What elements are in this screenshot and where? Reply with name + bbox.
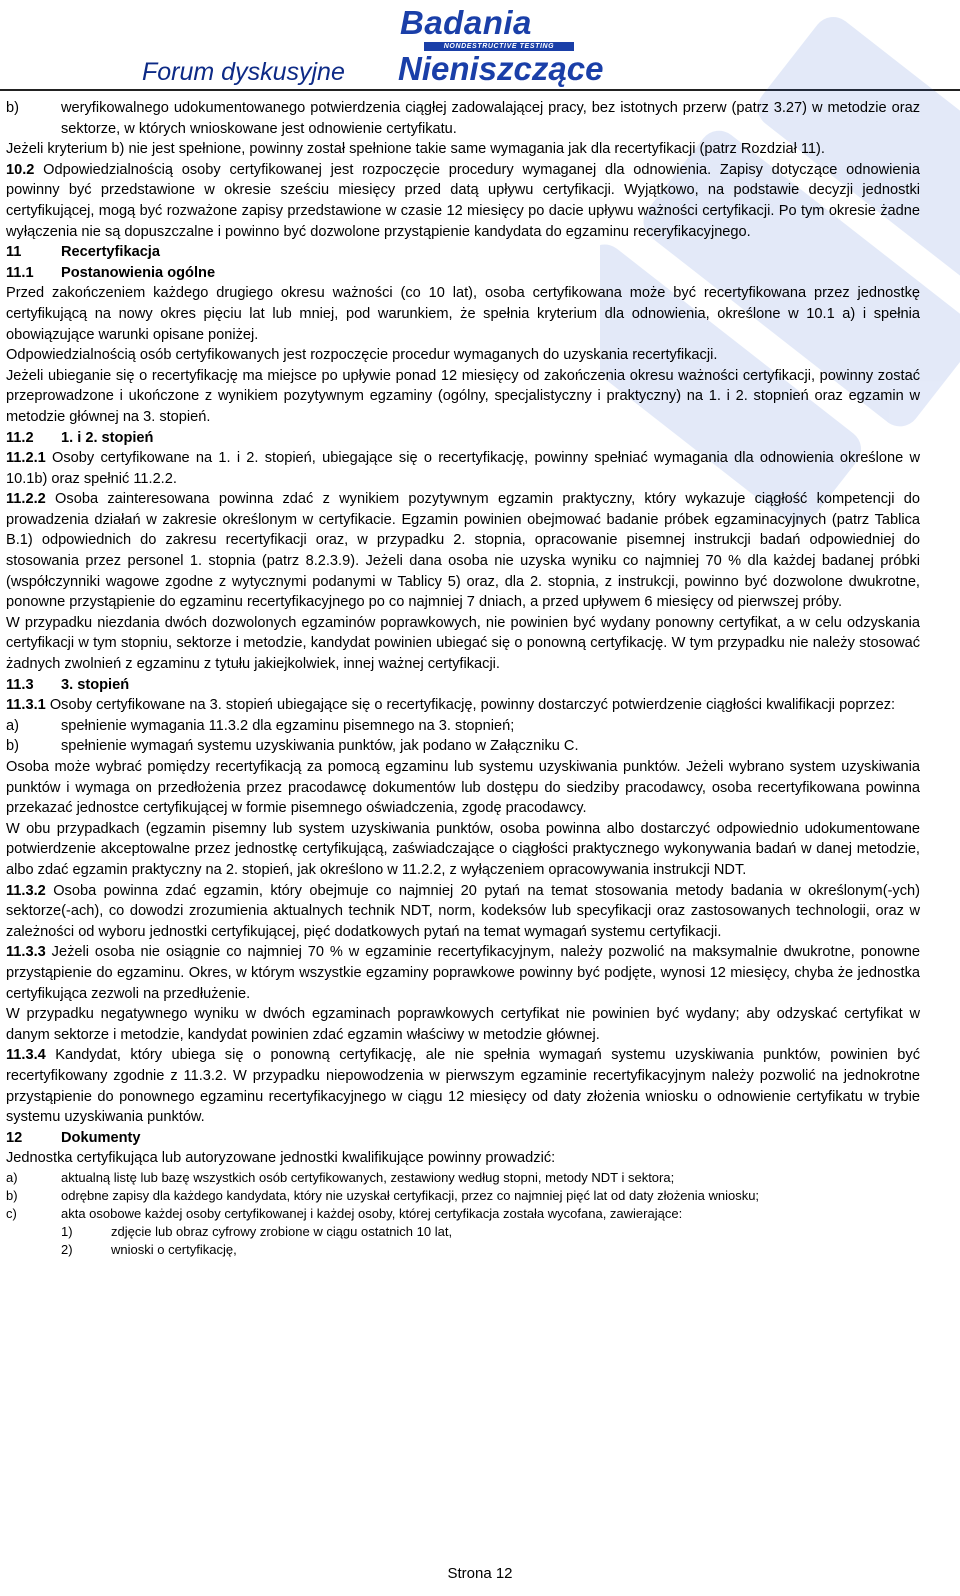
list-item: a) aktualną listę lub bazę wszystkich osób certyfikowanych, zestawiony według stopni, metody NDT i sektora;	[6, 1169, 675, 1185]
paragraph: Przed zakończeniem każdego drugiego okresu ważności (co 10 lat), osoba certyfikowana może być recertyfikowana przez jednostkę certyfikującą na nowy okres pięciu lat lub mniej, pod warunkiem, że spełnia kryterium dla odnowienia, określone w 10.1 a) i spełnia obowiązujące warunki opisane poniżej.	[6, 285, 920, 343]
paragraph: Jeżeli ubieganie się o recertyfikację ma miejsce po upływie ponad 12 miesięcy od zakończenia okresu ważności certyfikacji, powinny zostać przeprowadzone i ukończone z wynikiem pozytywnym egzaminy (ogólny, specjalistyczny i praktyczny) na 1. i 2. stopnień oraz egzamin w metodzie głównej na 3. stopień.	[6, 367, 920, 425]
list-subitem: 1) zdjęcie lub obraz cyfrowy zrobione w ciągu ostatnich 10 lat,	[61, 1223, 453, 1239]
section-heading: 11.1 Postanowienia ogólne	[6, 264, 216, 281]
list-subitem: 2) wnioski o certyfikację,	[61, 1241, 237, 1257]
list-item: b) spełnienie wymagań systemu uzyskiwania punktów, jak podano w Załączniku C.	[6, 738, 579, 755]
list-item: b) odrębne zapisy dla każdego kandydata, który nie uzyskał certyfikacji, przez co najmniej pięć lat od daty złożenia wniosku;	[6, 1187, 760, 1203]
paragraph: W przypadku negatywnego wyniku w dwóch egzaminach poprawkowych certyfikat nie powinien być wydany; aby odzyskać certyfikat w danym sektorze i metodzie, kandydat powinien zdać egzamin właściwy w metodzie głównej.	[6, 1006, 920, 1043]
paragraph: 11.3.1 Osoby certyfikowane na 3. stopień ubiegające się o recertyfikację, powinny dostarczyć potwierdzenie ciągłości kwalifikacji poprzez:	[6, 697, 896, 714]
page-header	[0, 0, 960, 90]
paragraph: Odpowiedzialnością osób certyfikowanych jest rozpoczęcie procedur wymaganych do uzyskania recertyfikacji.	[6, 347, 718, 364]
paragraph: 11.2.1 Osoby certyfikowane na 1. i 2. stopień, ubiegające się o recertyfikację, powinny spełniać wymagania dla odnowienia określone w 10.1b) oraz spełnić 11.2.2.	[6, 450, 920, 487]
paragraph: 10.2 Odpowiedzialnością osoby certyfikowanej jest rozpoczęcie procedury wymaganej dla odnowienia. Zapisy dotyczące odnowienia powinny być przedstawione w okresie sześciu miesięcy przed datą upływu certyfikacji. Wyjątkowo, na podstawie decyzji jednostki certyfikującej, mogą być rozważone zapisy przedstawione w czasie 12 miesięcy po dacie upływu ważności certyfikacji. Po tym okresie żadne wyłączenia nie są dopuszczalne i powinno być dozwolone przystąpienie kandydata do egzaminu receryfikacyjnego.	[6, 161, 920, 240]
section-heading: 12 Dokumenty	[6, 1129, 141, 1146]
badania-nieniszczace-logo[interactable]	[398, 4, 604, 88]
header-divider	[0, 89, 960, 91]
list-item: a) spełnienie wymagania 11.3.2 dla egzaminu pisemnego na 3. stopnień;	[6, 717, 515, 734]
page-number: Strona 12	[447, 1565, 513, 1582]
document-body	[6, 98, 920, 1259]
section-heading: 11 Recertyfikacja	[6, 244, 160, 261]
section-heading: 11.2 1. i 2. stopień	[6, 429, 154, 446]
list-item: b) weryfikowalnego udokumentowanego potwierdzenia ciągłej zadowalającej pracy, bez istotnych przerw (patrz 3.27) w metodzie oraz sektorze, w których wnioskowane jest odnowienie certyfikatu.	[6, 100, 920, 137]
paragraph: W obu przypadkach (egzamin pisemny lub system uzyskiwania punktów, osoba powinna albo dostarczyć odpowiednio udokumentowane potwierdzenie akceptowalne przez jednostkę certyfikującą, zaświadczające o ciągłości praktycznego wykonywania badań w danej metodzie, albo zdać egzamin praktyczny na 2. stopień, jak określono w 11.2.2, z wyłączeniem opracowywania instrukcji NDT.	[6, 820, 920, 878]
logo-word-badania: Badania	[400, 4, 532, 41]
paragraph: 11.3.2 Osoba powinna zdać egzamin, który obejmuje co najmniej 20 pytań na temat stosowania metody badania w określonym(-ych) sektorze(-ach), co dowodzi zrozumienia aktualnych technik NDT, norm, kodeksów lub specyfikacji oraz zastosowanych technologii, oraz w zależności od wyboru jednostki certyfikującej, pięć dodatkowych pytań na temat wymagań systemu certyfikacji.	[6, 882, 920, 940]
list-item: c) akta osobowe każdej osoby certyfikowanej i każdej osoby, której certyfikacja została wycofana, zawierające:	[6, 1205, 683, 1221]
paragraph: Jeżeli kryterium b) nie jest spełnione, powinny został spełnione takie same wymagania jak dla recertyfikacji (patrz Rozdział 11).	[6, 141, 825, 158]
section-heading: 11.3 3. stopień	[6, 676, 130, 693]
paragraph: 11.3.4 Kandydat, który ubiega się o ponowną certyfikację, ale nie spełnia wymagań systemu uzyskiwania punktów, powinien być recertyfikowany zgodnie z 11.3.2. W przypadku niepowodzenia w pierwszym egzaminie recertyfikacyjnym należy pozwolić na jednokrotne przystąpienie do ponownego egzaminu recertyfikacyjnego w ciągu 12 miesięcy od daty złożenia wniosku o odnowienie certyfikatu w trybie systemu uzyskiwania punktów.	[6, 1047, 920, 1126]
paragraph: W przypadku niezdania dwóch dozwolonych egzaminów poprawkowych, nie powinien być wydany ponowny certyfikat, a w celu odzyskania certyfikacji w tym stopniu, sektorze i metodzie, kandydat powinien ubiegać się o ponowną certyfikację. W tym przypadku nie należy stosować żadnych zwolnień z egzaminu z tytułu jakiejkolwiek, innej ważnej certyfikacji.	[6, 614, 920, 673]
logo-word-nieniszczace: Nieniszczące	[398, 50, 604, 87]
paragraph: Osoba może wybrać pomiędzy recertyfikacją za pomocą egzaminu lub systemu uzyskiwania punktów. Jeżeli wybrano system uzyskiwania punktów i wymaga on przedłożenia przez pracodawcę dokumentów lub dostępu do siedziby pracodawcy, osoba recertyfikowana powinna przekazać jednostce certyfikującej w formie pisemnego oświadczenia, zgodę pracodawcy.	[6, 759, 920, 817]
paragraph: 11.2.2 Osoba zainteresowana powinna zdać z wynikiem pozytywnym egzamin praktyczny, który wykazuje ciągłość kompetencji do prowadzenia działań w zakresie określonym w certyfikacie. Egzamin powinien obejmować badanie próbek egzaminacyjnych (patrz Tablica B.1) odpowiednich do zakresu recertyfikacji oraz, w przypadku 2. stopnia, opracowanie pisemnej instrukcji badań odpowiedniej do stosowania przez personel 1. stopnia (patrz 8.2.3.9). Jeżeli dana osoba nie uzyska wyniku co najmniej 70 % dla każdej badanej próbki (współczynniki wagowe zgodne z wytycznymi podanymi w Tablicy 5) oraz, dla 2. stopnia, z instrukcji, powinno być dozwolone dwukrotne, ponowne przystąpienie do egzaminu recertyfikacyjnego po co najmniej 7 dniach, a przed upływem 6 miesięcy od pierwszej próby.	[6, 491, 920, 611]
paragraph: Jednostka certyfikująca lub autoryzowane jednostki kwalifikujące powinny prowadzić:	[6, 1150, 556, 1167]
paragraph: 11.3.3 Jeżeli osoba nie osiągnie co najmniej 70 % w egzaminie recertyfikacyjnym, należy pozwolić na maksymalnie dwukrotne, ponowne przystąpienie do egzaminu. Okres, w którym wszystkie egzaminy poprawkowe powinny być podjęte, wynosi 12 miesięcy, chyba że jednostka certyfikująca zezwoli na przedłużenie.	[6, 944, 920, 1002]
logo-band: NONDESTRUCTIVE TESTING	[424, 42, 574, 51]
forum-title[interactable]: Forum dyskusyjne	[142, 58, 345, 86]
